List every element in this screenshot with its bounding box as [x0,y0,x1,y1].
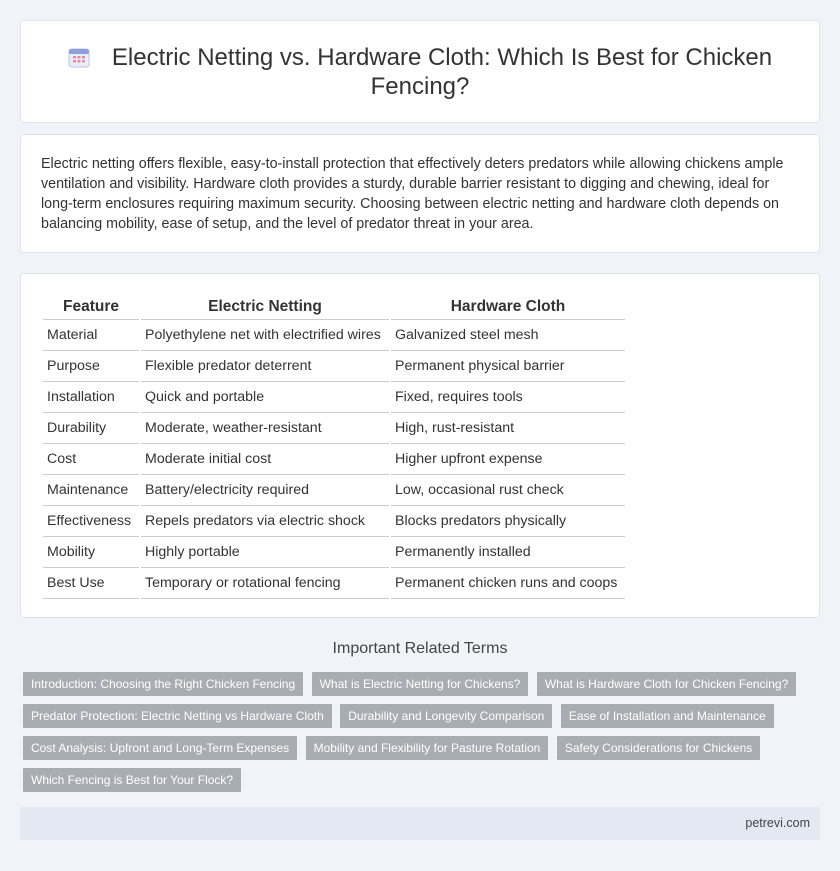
table-cell-hardware-cloth: Low, occasional rust check [391,475,625,506]
page-title: Electric Netting vs. Hardware Cloth: Which Is Best for Chicken Fencing? [111,44,773,100]
related-term-tag[interactable]: Ease of Installation and Maintenance [561,704,774,728]
table-row [43,475,625,506]
related-term-tag[interactable]: What is Electric Netting for Chickens? [312,672,529,696]
intro-card [20,134,820,253]
related-term-tag[interactable]: Cost Analysis: Upfront and Long-Term Expenses [23,736,297,760]
table-cell-electric-netting: Battery/electricity required [141,475,389,506]
table-cell-hardware-cloth: Higher upfront expense [391,444,625,475]
table-cell-electric-netting: Flexible predator deterrent [141,351,389,382]
table-cell-feature: Durability [43,413,139,444]
related-terms-title: Important Related Terms [332,640,508,657]
table-cell-hardware-cloth: Permanent physical barrier [391,351,625,382]
table-header-row [43,294,625,320]
header-hardware-cloth: Hardware Cloth [391,294,625,320]
related-term-tag[interactable]: Predator Protection: Electric Netting vs Hardware Cloth [23,704,332,728]
table-cell-feature: Installation [43,382,139,413]
table-cell-electric-netting: Repels predators via electric shock [141,506,389,537]
title-wrap [21,43,819,101]
table-cell-feature: Maintenance [43,475,139,506]
table-cell-electric-netting: Polyethylene net with electrified wires [141,320,389,351]
table-cell-feature: Effectiveness [43,506,139,537]
intro-paragraph: Electric netting offers flexible, easy-to-install protection that effectively deters predators while allowing chickens ample ventilation and visibility. Hardware cloth provides a sturdy, durable barrier resistant to digging and chewing, ideal for long-term enclosures requiring maximum security. Choosing between electric netting and hardware cloth depends on balancing mobility, ease of setup, and the level of predator threat in your area. [41,156,784,232]
table-cell-electric-netting: Moderate, weather-resistant [141,413,389,444]
related-term-tag[interactable]: Introduction: Choosing the Right Chicken Fencing [23,672,303,696]
related-term-tag[interactable]: Mobility and Flexibility for Pasture Rotation [306,736,549,760]
table-cell-electric-netting: Quick and portable [141,382,389,413]
table-cell-hardware-cloth: Blocks predators physically [391,506,625,537]
table-cell-hardware-cloth: High, rust-resistant [391,413,625,444]
comparison-table [41,294,627,599]
table-row [43,413,625,444]
table-cell-feature: Best Use [43,568,139,599]
table-row [43,320,625,351]
comparison-table-card [20,273,820,618]
table-row [43,382,625,413]
related-term-tag[interactable]: What is Hardware Cloth for Chicken Fencing? [537,672,796,696]
table-cell-hardware-cloth: Fixed, requires tools [391,382,625,413]
related-term-tag[interactable]: Which Fencing is Best for Your Flock? [23,768,241,792]
table-row [43,506,625,537]
table-cell-hardware-cloth: Galvanized steel mesh [391,320,625,351]
table-cell-feature: Mobility [43,537,139,568]
table-cell-hardware-cloth: Permanent chicken runs and coops [391,568,625,599]
footer-site-link[interactable]: petrevi.com [745,816,810,830]
table-cell-feature: Purpose [43,351,139,382]
calendar-icon [68,46,90,68]
table-cell-electric-netting: Highly portable [141,537,389,568]
related-terms-tags [23,672,823,800]
table-cell-electric-netting: Moderate initial cost [141,444,389,475]
related-term-tag[interactable]: Safety Considerations for Chickens [557,736,760,760]
header-electric-netting: Electric Netting [141,294,389,320]
table-row [43,444,625,475]
table-cell-electric-netting: Temporary or rotational fencing [141,568,389,599]
table-row [43,537,625,568]
table-cell-feature: Material [43,320,139,351]
header-card [20,20,820,123]
related-term-tag[interactable]: Durability and Longevity Comparison [340,704,552,728]
table-cell-hardware-cloth: Permanently installed [391,537,625,568]
table-row [43,568,625,599]
footer [20,807,820,840]
header-feature: Feature [43,294,139,320]
table-row [43,351,625,382]
table-cell-feature: Cost [43,444,139,475]
